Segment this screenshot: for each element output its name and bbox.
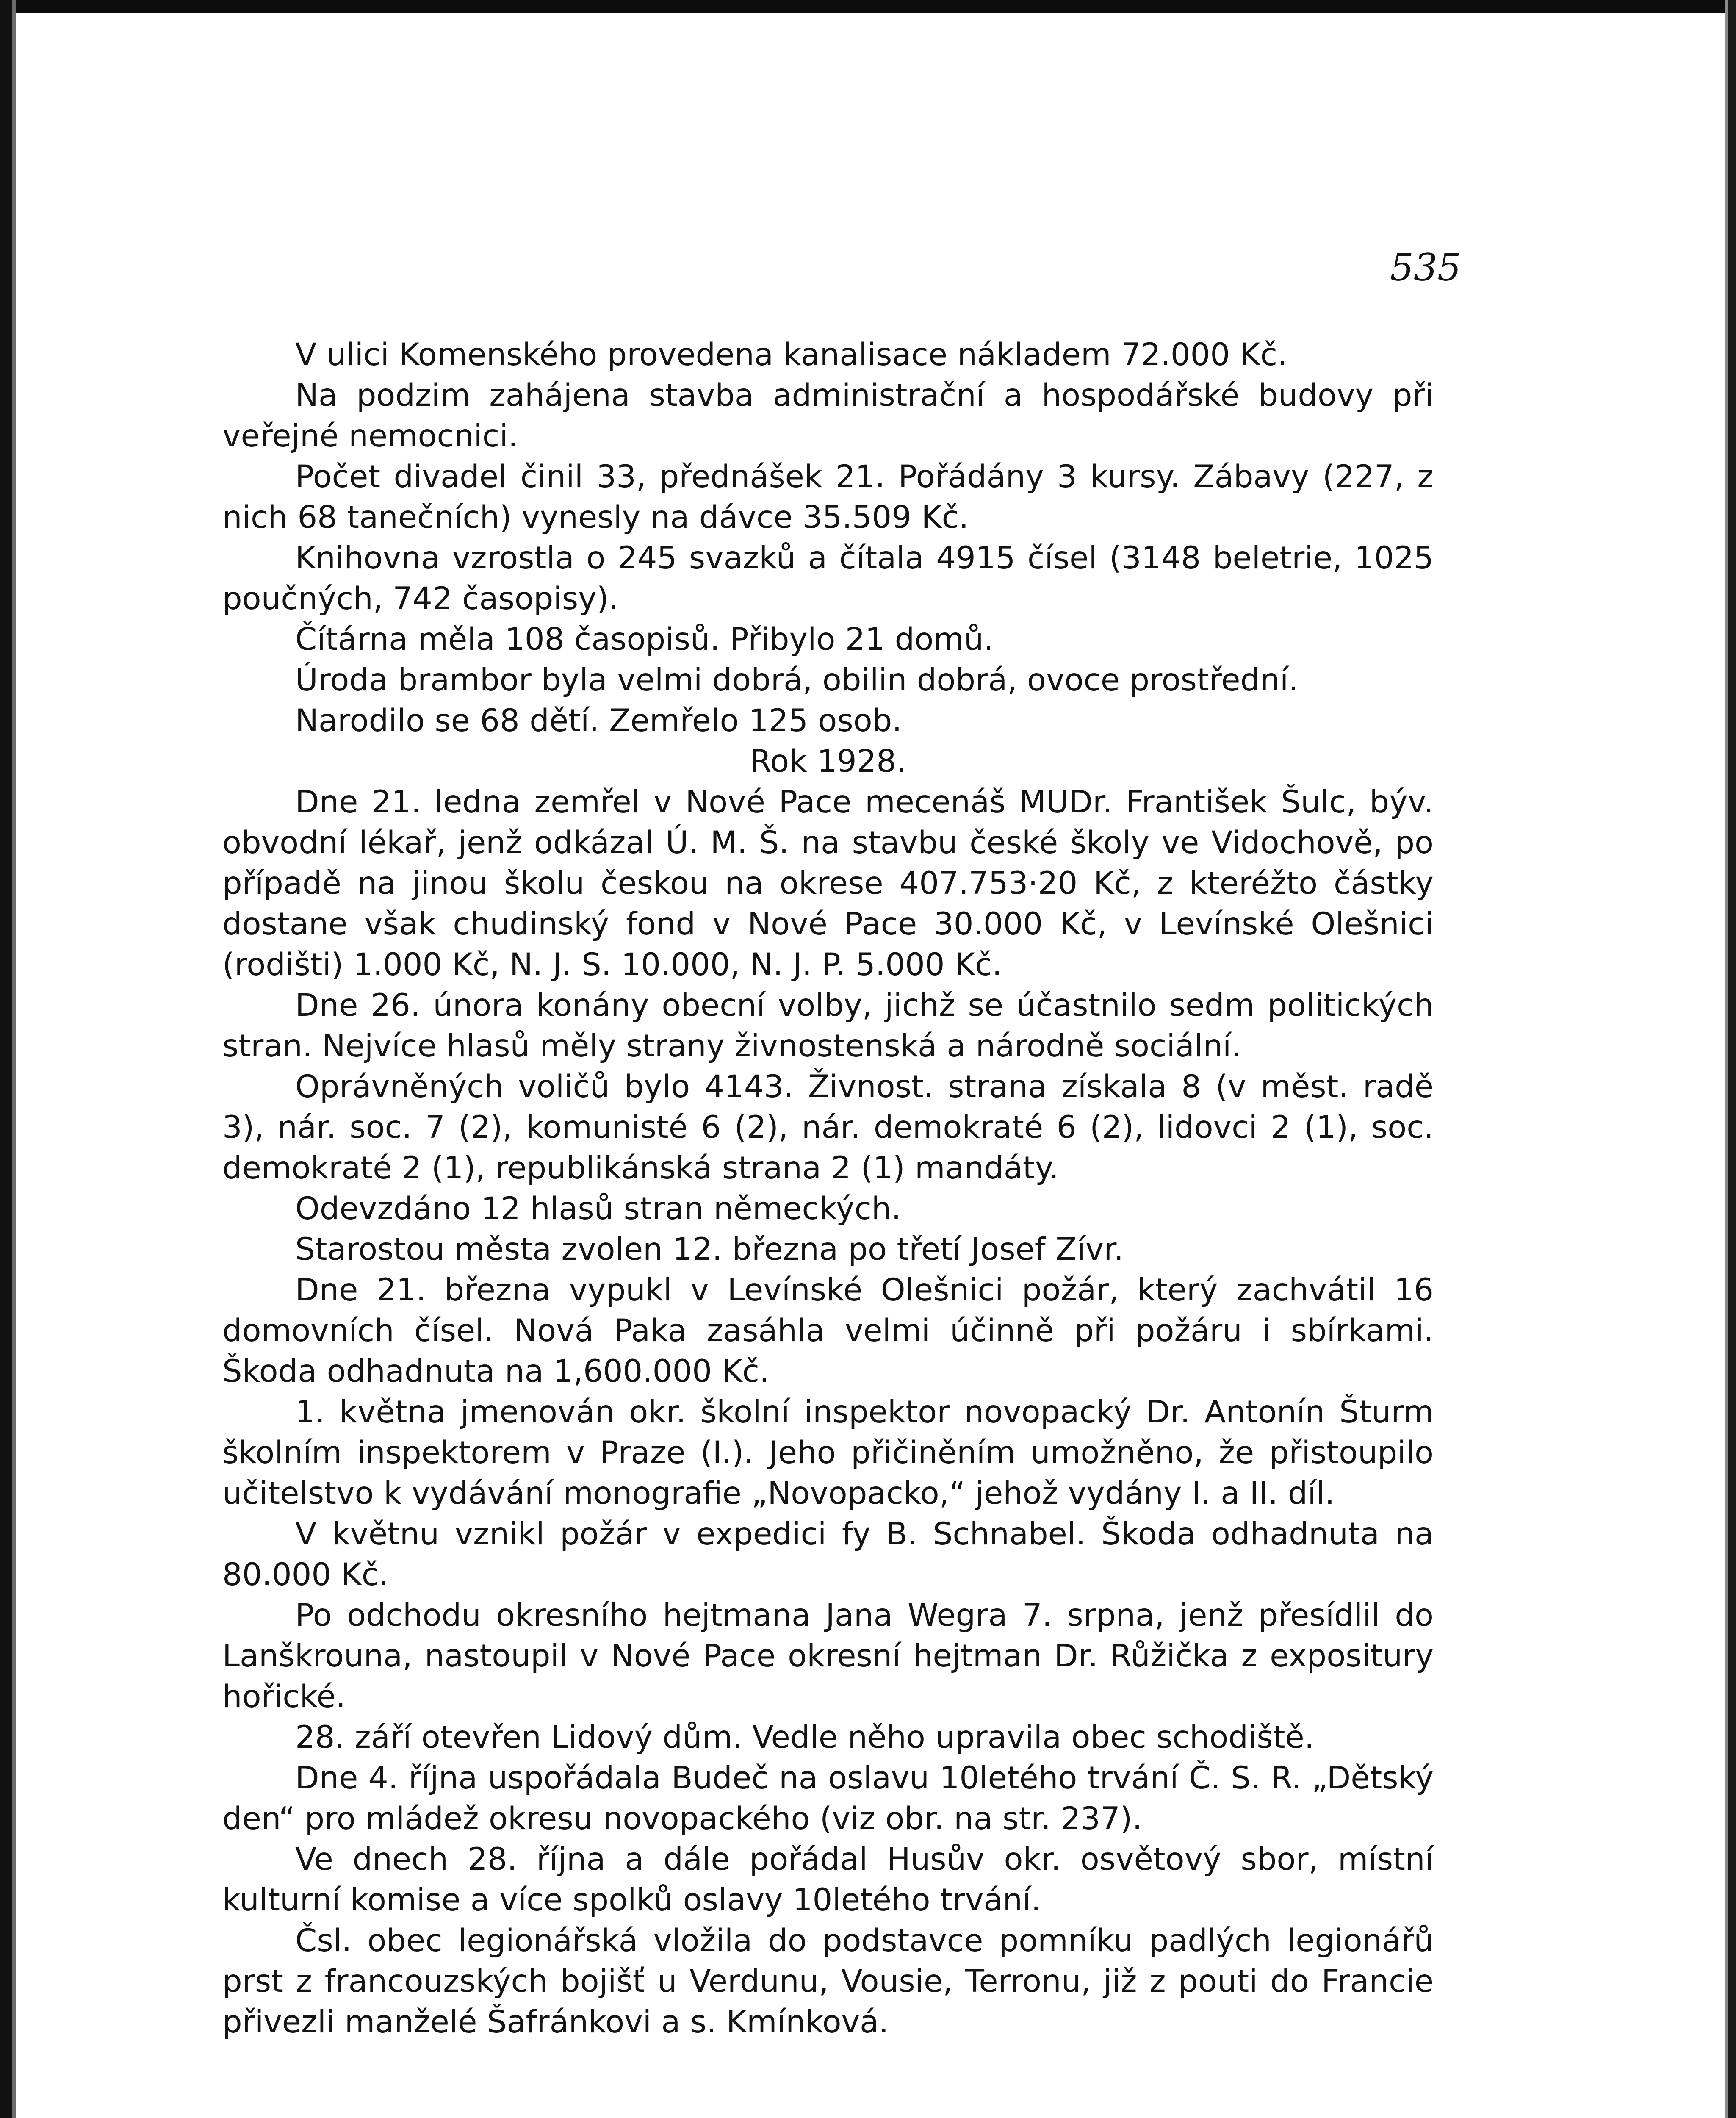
paragraph: Ve dnech 28. října a dále pořádal Husův okr. osvětový sbor, místní kulturní komise a více spolků oslavy 10letého trvání.: [222, 1841, 1434, 1918]
scan-top-edge: [0, 0, 1736, 13]
scan-left-shadow: [12, 0, 16, 2118]
body-text: [222, 335, 1434, 2043]
paragraph: Dne 4. října uspořádala Budeč na oslavu 10letého trvání Č. S. R. „Dětský den“ pro mládež okresu novopackého (viz obr. na str. 237).: [222, 1760, 1434, 1837]
paragraph: 28. září otevřen Lidový dům. Vedle něho upravila obec schodiště.: [295, 1719, 1315, 1755]
paragraph: Čsl. obec legionářská vložila do podstavce pomníku padlých legionářů prst z francouzských bojišť u Verdunu, Vousie, Terronu, již z pouti do Francie přivezli manželé Šafránkovi a s. Kmínková.: [222, 1923, 1434, 2040]
scan-right-shadow: [1725, 0, 1728, 2118]
scan-right-edge: [1728, 0, 1736, 2118]
paragraph: Starostou města zvolen 12. března po třetí Josef Zívr.: [295, 1231, 1124, 1267]
paragraph: Počet divadel činil 33, přednášek 21. Pořádány 3 kursy. Zábavy (227, z nich 68 tanečních) vynesly na dávce 35.509 Kč.: [222, 459, 1434, 535]
paragraph: Na podzim zahájena stavba administrační a hospodářské budovy při veřejné nemocnici.: [222, 377, 1434, 454]
paragraph: V ulici Komenského provedena kanalisace nákladem 72.000 Kč.: [295, 337, 1287, 373]
paragraph: Úroda brambor byla velmi dobrá, obilin dobrá, ovoce prostřední.: [295, 662, 1299, 698]
scan-left-edge: [0, 0, 12, 2118]
paragraph: 1. května jmenován okr. školní inspektor novopacký Dr. Antonín Šturm školním inspektorem v Praze (I.). Jeho přičiněním umožněno, že přistoupilo učitelstvo k vydávání monografie „Novopacko,“ jehož vydány I. a II. díl.: [222, 1394, 1434, 1511]
paragraph: Čítárna měla 108 časopisů. Přibylo 21 domů.: [295, 621, 994, 657]
paragraph: Dne 26. února konány obecní volby, jichž se účastnilo sedm politických stran. Nejvíce hlasů měly strany živnostenská a národně sociální.: [222, 987, 1434, 1064]
paragraph: Po odchodu okresního hejtmana Jana Wegra 7. srpna, jenž přesídlil do Lanškrouna, nastoupil v Nové Pace okresní hejtman Dr. Růžička z expositury hořické.: [222, 1597, 1434, 1715]
section-heading: Rok 1928.: [750, 743, 906, 779]
paragraph: Dne 21. ledna zemřel v Nové Pace mecenáš MUDr. František Šulc, býv. obvodní lékař, jenž odkázal Ú. M. Š. na stavbu české školy ve Vidochově, po případě na jinou školu českou na okrese 407.753·20 Kč, z kteréžto částky dostane však chudinský fond v Nové Pace 30.000 Kč, v Levínské Olešnici (rodišti) 1.000 Kč, N. J. S. 10.000, N. J. P. 5.000 Kč.: [222, 784, 1434, 983]
paragraph: V květnu vznikl požár v expedici fy B. Schnabel. Škoda odhadnuta na 80.000 Kč.: [222, 1516, 1434, 1593]
paragraph: Dne 21. března vypukl v Levínské Olešnici požár, který zachvátil 16 domovních čísel. Nová Paka zasáhla velmi účinně při požáru i sbírkami. Škoda odhadnuta na 1,600.000 Kč.: [222, 1272, 1434, 1389]
paragraph: Odevzdáno 12 hlasů stran německých.: [295, 1191, 901, 1227]
paragraph: Oprávněných voličů bylo 4143. Živnost. strana získala 8 (v měst. radě 3), nár. soc. 7 (2), komunisté 6 (2), nár. demokraté 6 (2), lidovci 2 (1), soc. demokraté 2 (1), republikánská strana 2 (1) mandáty.: [222, 1069, 1434, 1186]
paragraph: Narodilo se 68 dětí. Zemřelo 125 osob.: [295, 703, 902, 739]
page-number: 535: [1390, 246, 1461, 289]
paragraph: Knihovna vzrostla o 245 svazků a čítala 4915 čísel (3148 beletrie, 1025 poučných, 742 časopisy).: [222, 540, 1434, 617]
